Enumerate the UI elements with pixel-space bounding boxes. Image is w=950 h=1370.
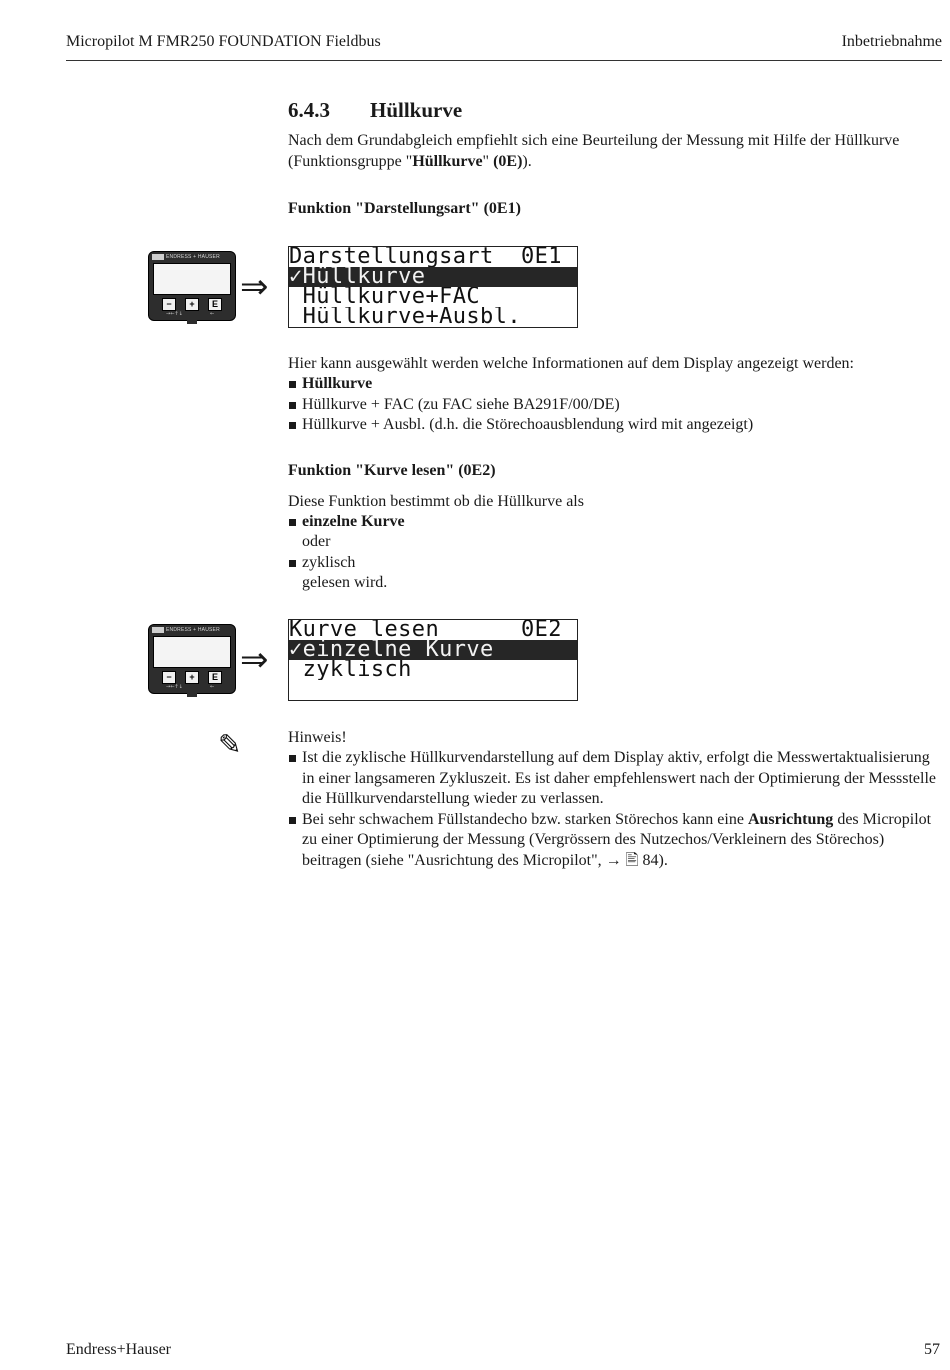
intro-bold-a: Hüllkurve — [412, 152, 483, 170]
option-item — [288, 512, 938, 533]
eh-logo-icon — [152, 627, 164, 633]
minus-key-icon: − — [162, 298, 176, 311]
device-display-icon-1 — [148, 251, 236, 323]
keys-hint: →←↑↓ — [166, 311, 183, 317]
pencil-note-icon: ✎ — [218, 728, 242, 761]
lcd-line-1: Kurve lesen 0E2 — [289, 620, 562, 640]
implies-arrow-icon-2: ⇒ — [240, 640, 269, 680]
option-item — [288, 374, 938, 395]
note-item-2-b: des Micropilot zu einer Optimierung der Messung (Vergrössern des Nutzechos/Verkleinern des Störechos) beitragen (siehe "Ausrichtung des Micropilot", → 🖹 84). — [302, 810, 932, 869]
note-item-2 — [288, 810, 938, 872]
section-number: 6.4.3 — [288, 98, 330, 122]
keys-hint-2: ← — [210, 311, 215, 317]
intro-bold-b: (0E) — [493, 152, 523, 170]
lcd-line-1: Darstellungsart 0E1 — [289, 247, 562, 267]
function-2-options — [288, 512, 938, 533]
header-chapter: Inbetriebnahme — [841, 33, 942, 50]
note-item-2-a: Bei sehr schwachem Füllstandecho bzw. starken Störechos kann eine — [302, 810, 748, 828]
intro-text-c: ). — [522, 152, 532, 170]
device-screen — [153, 263, 231, 295]
eh-logo-icon — [152, 254, 164, 260]
header-rule — [66, 60, 942, 61]
note-title: Hinweis! — [288, 729, 347, 746]
intro-text-b: " — [482, 152, 494, 170]
device-stem — [187, 319, 197, 324]
enter-key-icon: E — [208, 671, 222, 684]
function-2-options-b — [288, 553, 938, 574]
option-item: Hüllkurve + FAC (zu FAC siehe BA291F/00/DE) — [288, 395, 938, 416]
keys-hint: →←↑↓ — [166, 684, 183, 690]
option-default: einzelne Kurve — [302, 513, 405, 530]
minus-key-icon: − — [162, 671, 176, 684]
function-1-title: Funktion "Darstellungsart" (0E1) — [288, 200, 521, 217]
lcd-display-2 — [288, 619, 578, 701]
plus-key-icon: + — [185, 298, 199, 311]
function-2-title: Funktion "Kurve lesen" (0E2) — [288, 462, 496, 479]
note-item-1: Ist die zyklische Hüllkurvendarstellung auf dem Display aktiv, erfolgt die Messwertaktualisierung in einer langsameren Zykluszeit. Es ist daher empfehlenswert nach der Optimierung der Messstelle die Hüllkurvendarstellung wieder zu verlassen. — [288, 748, 938, 810]
intro-paragraph — [288, 131, 938, 172]
plus-key-icon: + — [185, 671, 199, 684]
device-stem — [187, 692, 197, 697]
note-item-2-bold: Ausrichtung — [747, 810, 834, 828]
function-2-tail: gelesen wird. — [302, 574, 388, 591]
section-title: Hüllkurve — [370, 98, 463, 122]
function-2-description: Diese Funktion bestimmt ob die Hüllkurve als — [288, 493, 584, 510]
lcd-line-2-selected: ✓einzelne Kurve — [289, 640, 577, 660]
section-heading — [288, 98, 462, 123]
device-brand: ENDRESS + HAUSER — [166, 254, 220, 260]
note-list — [288, 748, 938, 871]
option-or: oder — [302, 533, 331, 550]
lcd-line-3: Hüllkurve+FAC — [289, 287, 481, 307]
device-brand: ENDRESS + HAUSER — [166, 627, 220, 633]
function-1-options — [288, 374, 938, 436]
function-1-description: Hier kann ausgewählt werden welche Informationen auf dem Display angezeigt werden: — [288, 355, 854, 372]
footer-company: Endress+Hauser — [66, 1341, 171, 1358]
option-item: Hüllkurve + Ausbl. (d.h. die Störechoausblendung wird mit angezeigt) — [288, 415, 938, 436]
lcd-line-4 — [289, 680, 577, 700]
enter-key-icon: E — [208, 298, 222, 311]
device-screen — [153, 636, 231, 668]
lcd-line-3: zyklisch — [289, 660, 412, 680]
intro-text-a: Nach dem Grundabgleich empfiehlt sich eine Beurteilung der Messung mit Hilfe der Hüllkurve (Funktionsgruppe " — [288, 132, 900, 170]
footer-page-number: 57 — [924, 1341, 940, 1358]
lcd-display-1 — [288, 246, 578, 328]
option-item: zyklisch — [288, 553, 938, 574]
device-display-icon-2 — [148, 624, 236, 696]
lcd-line-2-selected: ✓Hüllkurve — [289, 267, 577, 287]
lcd-line-4: Hüllkurve+Ausbl. — [289, 307, 521, 327]
keys-hint-2: ← — [210, 684, 215, 690]
header-title: Micropilot M FMR250 FOUNDATION Fieldbus — [66, 33, 381, 50]
implies-arrow-icon-1: ⇒ — [240, 267, 269, 307]
option-default: Hüllkurve — [302, 375, 373, 392]
